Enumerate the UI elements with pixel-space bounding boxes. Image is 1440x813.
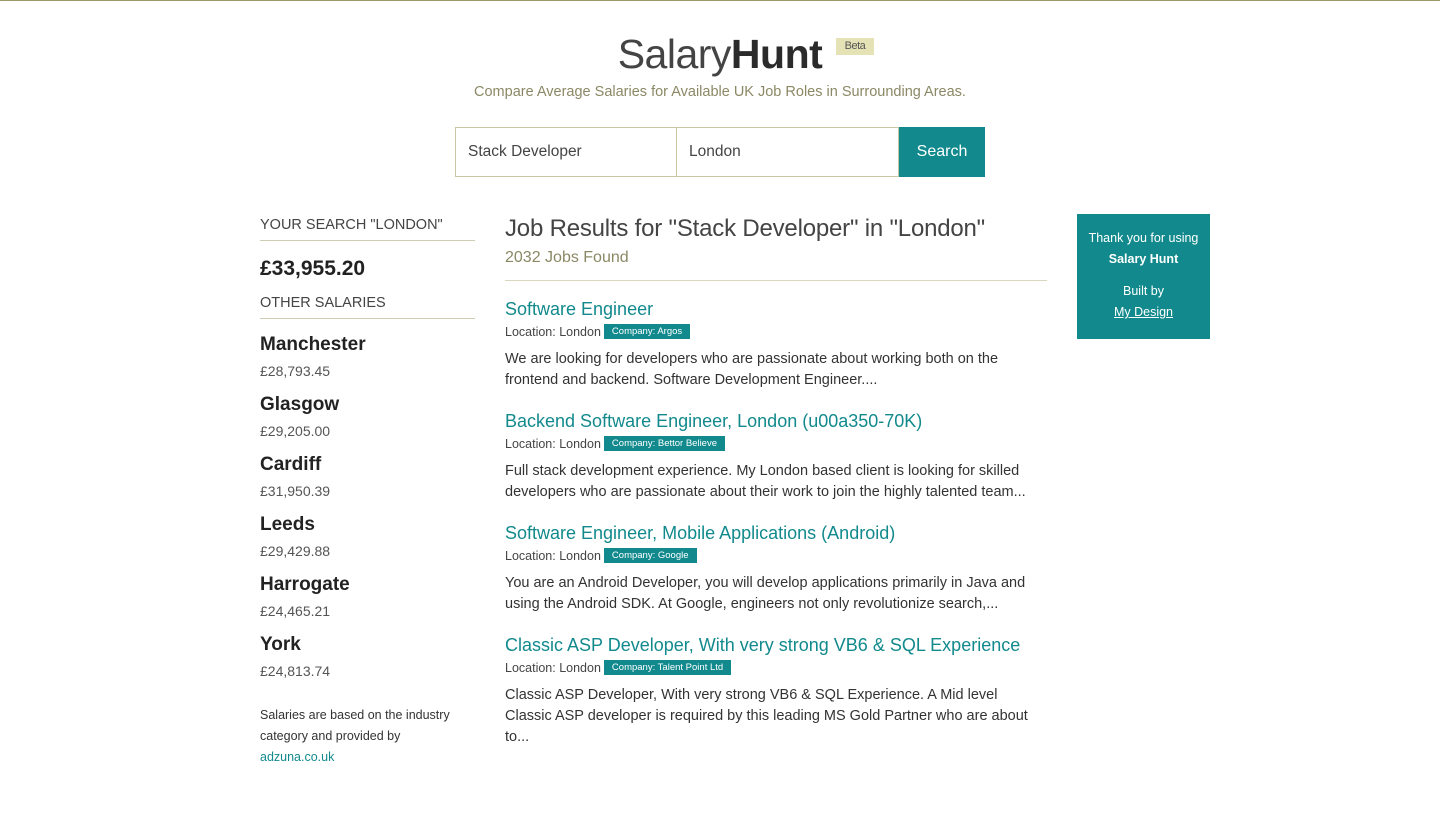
city-name: York [260, 634, 301, 655]
logo-hunt: Hunt [730, 31, 823, 77]
site-logo[interactable] [617, 31, 866, 78]
site-header [0, 1, 1440, 100]
company-badge: Company: Google [604, 548, 697, 563]
app-name-text: Salary Hunt [1108, 252, 1179, 266]
salary-source-note [260, 705, 465, 768]
city-item [260, 514, 475, 559]
job-location: Location: London [505, 660, 601, 675]
city-salary: £28,793.45 [260, 363, 331, 379]
other-salaries-heading: OTHER SALARIES [260, 295, 475, 319]
city-item [260, 454, 475, 499]
company-badge: Company: Talent Point Ltd [604, 660, 731, 675]
city-salary: £31,950.39 [260, 483, 331, 499]
city-item [260, 394, 475, 439]
your-search-heading: YOUR SEARCH "LONDON" [260, 217, 475, 241]
salary-sidebar [260, 217, 475, 768]
beta-badge: Beta [836, 38, 875, 55]
city-salary: £29,429.88 [260, 543, 331, 559]
adzuna-link[interactable]: adzuna.co.uk [260, 750, 335, 764]
location-search-input[interactable]: London [677, 127, 899, 177]
search-form [0, 127, 1440, 177]
job-description: You are an Android Developer, you will develop applications primarily in Java and using the Android SDK. At Google, engineers not only revolutionize search,... [505, 575, 1026, 612]
job-title-link[interactable]: Software Engineer, Mobile Applications (Android) [505, 523, 896, 543]
job-title-link[interactable]: Software Engineer [505, 299, 654, 319]
results-title: Job Results for "Stack Developer" in "London" [505, 215, 986, 242]
job-location: Location: London [505, 324, 601, 339]
city-item [260, 634, 475, 679]
city-name: Manchester [260, 334, 366, 355]
job-results [505, 215, 1047, 748]
logo-salary: Salary [617, 31, 731, 77]
results-count: 2032 Jobs Found [505, 249, 1047, 281]
city-name: Harrogate [260, 574, 350, 595]
job-title-link[interactable]: Classic ASP Developer, With very strong VB6 & SQL Experience [505, 635, 1021, 655]
city-item [260, 334, 475, 379]
job-meta [505, 660, 1047, 675]
city-item [260, 574, 475, 619]
job-description: Full stack development experience. My London based client is looking for skilled developers who are passionate about their work to join the highly talented team... [505, 463, 1026, 500]
city-salary: £24,465.21 [260, 603, 331, 619]
city-salary: £24,813.74 [260, 663, 331, 679]
city-name: Leeds [260, 514, 315, 535]
thank-you-box [1077, 214, 1210, 339]
my-design-link[interactable]: My Design [1113, 305, 1174, 319]
company-badge: Company: Bettor Believe [604, 436, 725, 451]
job-location: Location: London [505, 436, 601, 451]
job-title-link[interactable]: Backend Software Engineer, London (u00a350-70K) [505, 411, 923, 431]
thank-you-text: Thank you for using [1088, 231, 1199, 245]
job-description: Classic ASP Developer, With very strong VB6 & SQL Experience. A Mid level Classic ASP developer is required by this leading MS Gold Partner who are about to... [505, 687, 1028, 745]
job-location: Location: London [505, 548, 601, 563]
tagline: Compare Average Salaries for Available UK Job Roles in Surrounding Areas. [474, 84, 966, 100]
job-description: We are looking for developers who are passionate about working both on the frontend and backend. Software Development Engineer.... [505, 351, 999, 388]
source-note-text: Salaries are based on the industry category and provided by [260, 708, 450, 743]
job-meta [505, 324, 1047, 339]
search-button[interactable]: Search [899, 127, 985, 177]
job-listing [505, 523, 1047, 615]
job-listing [505, 299, 1047, 391]
job-meta [505, 548, 1047, 563]
your-search-salary: £33,955.20 [260, 257, 366, 280]
company-badge: Company: Argos [604, 324, 690, 339]
job-listing [505, 411, 1047, 503]
job-listing [505, 635, 1047, 748]
city-salary: £29,205.00 [260, 423, 331, 439]
job-search-input[interactable]: Stack Developer [455, 127, 677, 177]
job-meta [505, 436, 1047, 451]
city-name: Cardiff [260, 454, 322, 475]
built-by-text: Built by [1123, 284, 1164, 298]
city-name: Glasgow [260, 394, 340, 415]
